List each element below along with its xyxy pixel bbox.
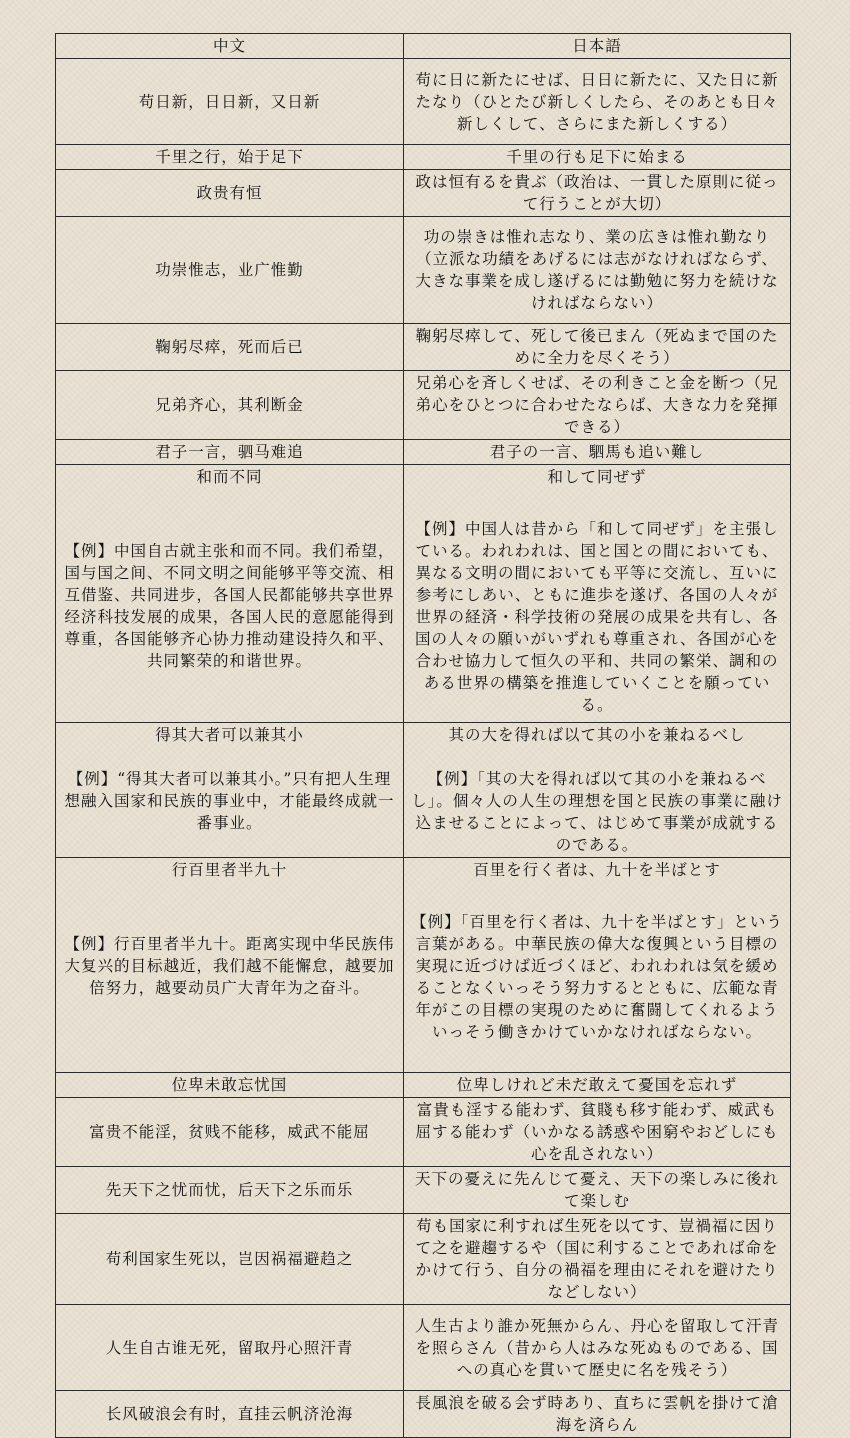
chinese-phrase: 苟利国家生死以，岂因祸福避趋之 bbox=[56, 1214, 404, 1305]
table-row bbox=[56, 1305, 791, 1391]
chinese-phrase: 鞠躬尽瘁，死而后已 bbox=[56, 324, 404, 371]
chinese-phrase: 兄弟齐心，其利断金 bbox=[56, 371, 404, 440]
chinese-cell bbox=[56, 465, 404, 723]
japanese-phrase: 其の大を得れば以て其の小を兼ねるべし bbox=[448, 726, 746, 744]
chinese-cell bbox=[56, 858, 404, 1073]
japanese-phrase: 人生古より誰か死無からん、丹心を留取して汗青を照らさん（昔から人はみな死ぬものである、国への真心を貫いて歴史に名を残そう） bbox=[404, 1305, 791, 1391]
chinese-phrase: 先天下之忧而忧，后天下之乐而乐 bbox=[56, 1167, 404, 1214]
table-row bbox=[56, 145, 791, 170]
table-row bbox=[56, 170, 791, 217]
chinese-phrase: 位卑未敢忘忧国 bbox=[56, 1073, 404, 1098]
japanese-phrase: 苟に日に新たにせば、日日に新たに、又た日に新たなり（ひとたび新しくしたら、そのあとも日々新しくして、さらにまた新しくする） bbox=[404, 59, 791, 145]
chinese-phrase: 和而不同 bbox=[196, 468, 263, 486]
japanese-phrase: 君子の一言、駟馬も追い難し bbox=[404, 440, 791, 465]
chinese-phrase: 长风破浪会有时，直挂云帆济沧海 bbox=[56, 1391, 404, 1438]
japanese-phrase: 百里を行く者は、九十を半ばとす bbox=[473, 861, 721, 879]
table-row bbox=[56, 324, 791, 371]
chinese-phrase: 功崇惟志，业广惟勤 bbox=[56, 217, 404, 324]
chinese-phrase: 富贵不能淫，贫贱不能移，威武不能屈 bbox=[56, 1098, 404, 1167]
table-row bbox=[56, 59, 791, 145]
japanese-cell bbox=[404, 465, 791, 723]
table-row bbox=[56, 465, 791, 723]
chinese-example: 【例】“得其大者可以兼其小。”只有把人生理想融入国家和民族的事业中，才能最终成就一番事业。 bbox=[64, 770, 395, 832]
japanese-phrase: 位卑しけれど未だ敢えて憂国を忘れず bbox=[404, 1073, 791, 1098]
japanese-phrase: 千里の行も足下に始まる bbox=[404, 145, 791, 170]
japanese-example: 【例】中国人は昔から「和して同ぜず」を主張している。われわれは、国と国との間においても、異なる文明の間においても平等に交流し、互いに参考にしあい、ともに進歩を遂げ、各国の人々が世界の経済・科学技術の発展の成果を共有し、各国の人々の願いがいずれも尊重され、各国が心を合わせ協力して恒久の平和、共同の繁栄、調和のある世界の構築を推進していくことを願っている。 bbox=[415, 520, 779, 714]
table-row bbox=[56, 858, 791, 1073]
table-row bbox=[56, 371, 791, 440]
table-row bbox=[56, 723, 791, 858]
japanese-cell bbox=[404, 723, 791, 858]
japanese-phrase: 富貴も淫する能わず、貧賤も移す能わず、威武も屈する能わず（いかなる誘惑や困窮やおどしにも心を乱されない） bbox=[404, 1098, 791, 1167]
chinese-phrase: 人生自古谁无死，留取丹心照汗青 bbox=[56, 1305, 404, 1391]
table-row bbox=[56, 1073, 791, 1098]
japanese-phrase: 天下の憂えに先んじて憂え、天下の楽しみに後れて楽しむ bbox=[404, 1167, 791, 1214]
chinese-phrase: 政贵有恒 bbox=[56, 170, 404, 217]
japanese-cell bbox=[404, 858, 791, 1073]
japanese-example: 【例】「其の大を得れば以て其の小を兼ねるべし」。個々人の人生の理想を国と民族の事業に融け込ませることによって、はじめて事業が成就するのである。 bbox=[411, 770, 783, 854]
chinese-phrase: 千里之行，始于足下 bbox=[56, 145, 404, 170]
chinese-phrase: 君子一言，驷马难追 bbox=[56, 440, 404, 465]
table-row bbox=[56, 1214, 791, 1305]
table-row bbox=[56, 217, 791, 324]
header-chinese: 中文 bbox=[56, 34, 404, 59]
table-row bbox=[56, 1167, 791, 1214]
header-japanese: 日本語 bbox=[404, 34, 791, 59]
chinese-cell bbox=[56, 723, 404, 858]
japanese-phrase: 功の崇きは惟れ志なり、業の広きは惟れ勤なり（立派な功績をあげるには志がなければならず、大きな事業を成し遂げるには勤勉に努力を続けなければならない） bbox=[404, 217, 791, 324]
table-row bbox=[56, 1098, 791, 1167]
chinese-phrase: 行百里者半九十 bbox=[171, 861, 288, 879]
japanese-example: 【例】「百里を行く者は、九十を半ばとす」という言葉がある。中華民族の偉大な復興という目標の実現に近づけば近づくほど、われわれは気を緩めることなくいっそう努力するとともに、広範な青年がこの目標の実現のために奮闘してくれるよういっそう働きかけていかなければならない。 bbox=[411, 913, 783, 1041]
chinese-phrase: 苟日新，日日新，又日新 bbox=[56, 59, 404, 145]
japanese-phrase: 和して同ぜず bbox=[547, 468, 647, 486]
japanese-phrase: 政は恒有るを貴ぶ（政治は、一貫した原則に従って行うことが大切） bbox=[404, 170, 791, 217]
japanese-phrase: 兄弟心を斉しくせば、その利きこと金を断つ（兄弟心をひとつに合わせたならば、大きな力を発揮できる） bbox=[404, 371, 791, 440]
chinese-example: 【例】行百里者半九十。距离实现中华民族伟大复兴的目标越近，我们越不能懈怠，越要加倍努力，越要动员广大青年为之奋斗。 bbox=[64, 935, 395, 997]
table-row bbox=[56, 1391, 791, 1438]
japanese-phrase: 苟も国家に利すれば生死を以てす、豈禍福に因りて之を避趨するや（国に利することであれば命をかけて行う、自分の禍福を理由にそれを避けたりなどしない） bbox=[404, 1214, 791, 1305]
chinese-example: 【例】中国自古就主张和而不同。我们希望，国与国之间、不同文明之间能够平等交流、相互借鉴、共同进步，各国人民都能够共享世界经济科技发展的成果，各国人民的意愿能得到尊重，各国能够齐心协力推动建设持久和平、共同繁荣的和谐世界。 bbox=[64, 542, 395, 670]
japanese-phrase: 鞠躬尽瘁して、死して後已まん（死ぬまで国のために全力を尽くそう） bbox=[404, 324, 791, 371]
proverb-table bbox=[55, 33, 791, 1438]
table-row bbox=[56, 440, 791, 465]
japanese-phrase: 長風浪を破る会ず時あり、直ちに雲帆を掛けて滄海を済らん bbox=[404, 1391, 791, 1438]
table-header-row bbox=[56, 34, 791, 59]
chinese-phrase: 得其大者可以兼其小 bbox=[155, 726, 304, 744]
